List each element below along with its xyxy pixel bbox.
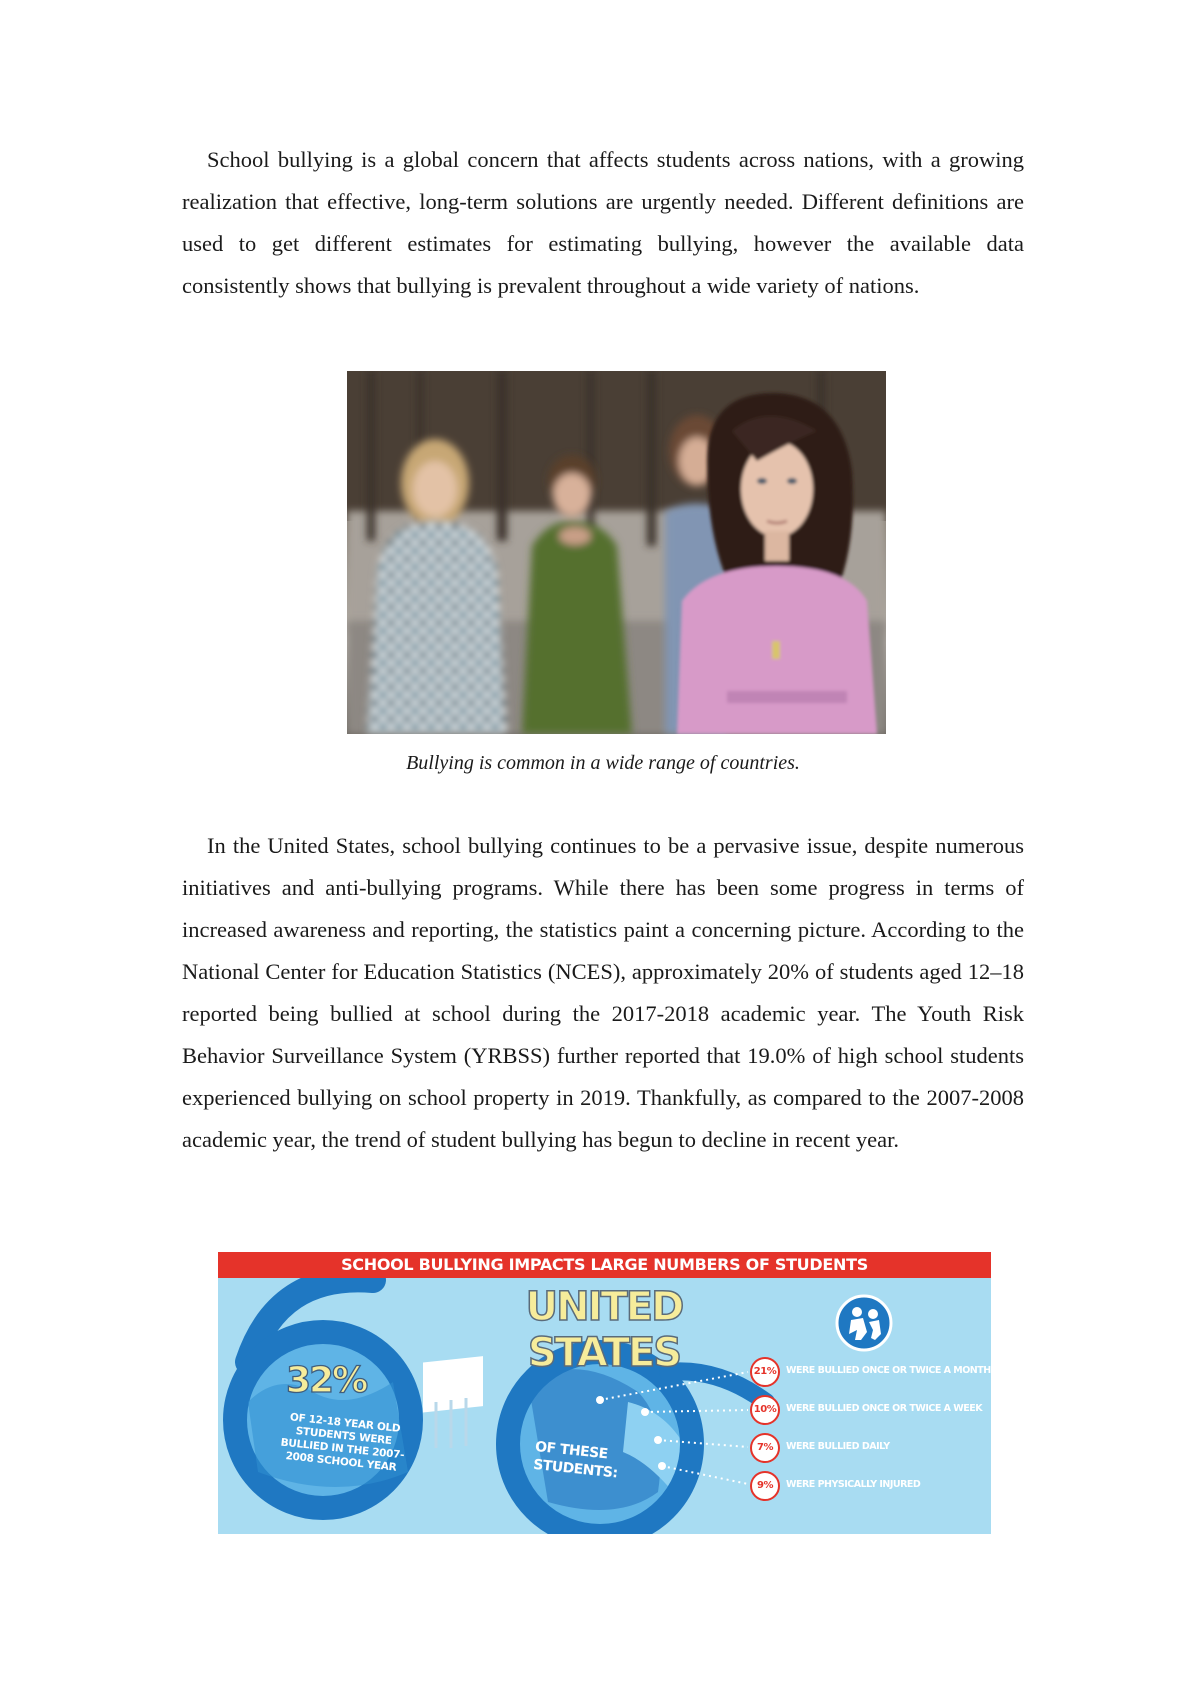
stat-item [750,1357,990,1387]
photo-illustration [347,371,886,734]
headline-percentage: 32% [286,1360,367,1401]
stat-percentage-badge: 10% [750,1395,780,1425]
headline-description: OF 12-18 YEAR OLD STUDENTS WERE BULLIED IN THE 2007-2008 SCHOOL YEAR [280,1411,405,1474]
stat-percentage-badge: 7% [750,1433,780,1463]
infographic-banner: SCHOOL BULLYING IMPACTS LARGE NUMBERS OF STUDENTS [218,1252,991,1278]
stat-description: WERE BULLIED ONCE OR TWICE A MONTH [786,1365,991,1376]
infographic [218,1252,991,1534]
figure-caption: Bullying is common in a wide range of countries. [406,752,800,774]
stat-item [750,1395,990,1425]
paragraph-us-statistics: In the United States, school bullying continues to be a pervasive issue, despite numerous initiatives and anti-bullying programs. While there has been some progress in terms of increased awareness and reporting, the statistics paint a concerning picture. According to the National Center for Education Statistics (NCES), approximately 20% of students aged 12–18 reported being bullied at school during the 2017-2018 academic year. The Youth Risk Behavior Surveillance System (YRBSS) further reported that 19.0% of high school students experienced bullying on school property in 2019. Thankfully, as compared to the 2007-2008 academic year, the trend of student bullying has begun to decline in recent year. [182,833,1024,1152]
stat-description: WERE BULLIED DAILY [786,1441,890,1452]
stat-percentage-badge: 9% [750,1471,780,1501]
stat-description: WERE PHYSICALLY INJURED [786,1479,921,1490]
stat-item [750,1433,990,1463]
stat-item [750,1471,990,1501]
infographic-country-title: UNITED STATES [525,1284,683,1376]
bullying-photo [347,371,886,734]
stat-description: WERE BULLIED ONCE OR TWICE A WEEK [786,1403,983,1414]
stat-percentage-badge: 21% [750,1357,780,1387]
paragraph-intro: School bullying is a global concern that affects students across nations, with a growing realization that effective, long-term solutions are urgently needed. Different definitions are used to get different estimates for estimating bullying, however the available data consistently shows that bullying is prevalent throughout a wide variety of nations. [182,147,1024,298]
bullying-icon [835,1294,893,1352]
subgroup-label: OF THESE STUDENTS: [532,1438,619,1482]
